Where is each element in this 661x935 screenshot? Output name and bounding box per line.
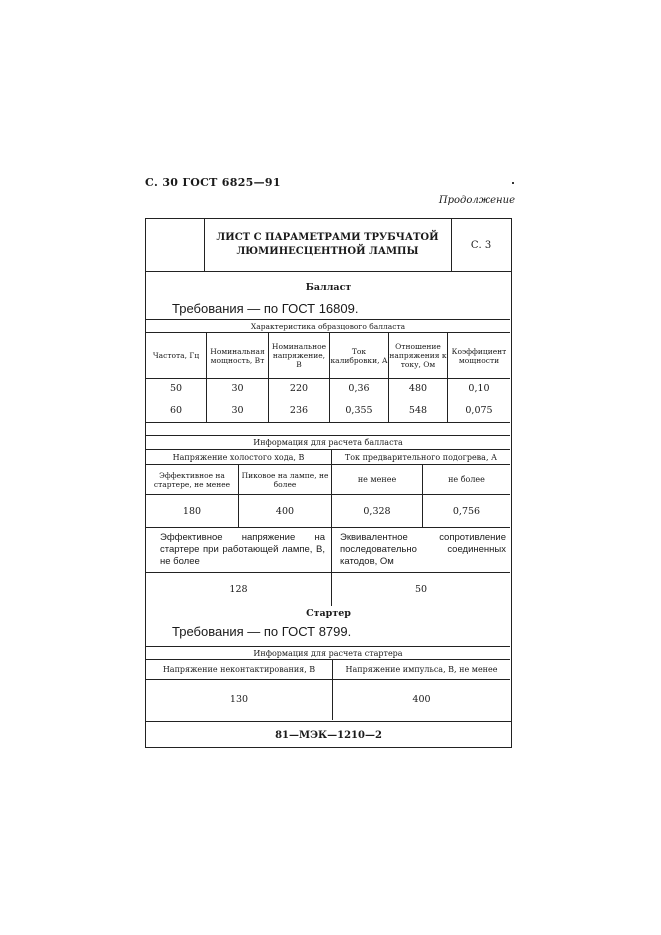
cell: 128 (146, 573, 332, 606)
table-row (146, 379, 510, 399)
ballast-requirement: Требования — по ГОСТ 16809. (172, 301, 359, 316)
column-header: Номинальная мощность, Вт (207, 333, 269, 379)
cell: 400 (333, 680, 511, 720)
starter-table (146, 646, 510, 720)
table-caption: Информация для расчета стартера (146, 647, 510, 660)
column-header: не более (423, 465, 511, 495)
title-line-1: ЛИСТ С ПАРАМЕТРАМИ ТРУБЧАТОЙ (216, 232, 439, 243)
row-label: Эквивалентное сопротивление последовательно соединенных катодов, Ом (332, 528, 511, 573)
speck (512, 182, 514, 184)
document-frame (145, 218, 512, 748)
cell: 480 (389, 379, 448, 399)
column-header: Частота, Гц (146, 333, 207, 379)
title-line-2: ЛЮМИНЕСЦЕНТНОЙ ЛАМПЫ (236, 246, 419, 257)
page-reference: С. 30 ГОСТ 6825—91 (145, 176, 281, 189)
starter-title: Стартер (306, 608, 351, 619)
table-row (146, 573, 510, 606)
cell: 0,10 (448, 379, 511, 399)
cell: 0,355 (330, 399, 389, 423)
group-header: Ток предварительного подогрева, А (332, 450, 511, 465)
cell: 0,328 (332, 495, 423, 528)
title-cell (204, 219, 452, 271)
cell: 236 (269, 399, 330, 423)
cell: 30 (207, 399, 269, 423)
table-row (146, 399, 510, 423)
footer-divider (146, 721, 511, 722)
cell: 50 (332, 573, 511, 606)
column-header: Номинальное напряжение, В (269, 333, 330, 379)
cell: 0,075 (448, 399, 511, 423)
cell: 220 (269, 379, 330, 399)
starter-requirement: Требования — по ГОСТ 8799. (172, 624, 352, 639)
title-block (146, 219, 511, 272)
cell: 180 (146, 495, 239, 528)
table-row (146, 495, 510, 528)
cell: 400 (239, 495, 332, 528)
continuation-label: Продолжение (438, 195, 515, 206)
cell: 50 (146, 379, 207, 399)
column-header: не менее (332, 465, 423, 495)
cell: 0,36 (330, 379, 389, 399)
column-header: Эффективное на стартере, не менее (146, 465, 239, 495)
column-header: Ток калибровки, А (330, 333, 389, 379)
ballast-title: Балласт (305, 282, 352, 293)
cell: 0,756 (423, 495, 511, 528)
cell: 60 (146, 399, 207, 423)
column-header: Пиковое на лампе, не более (239, 465, 332, 495)
cell: 130 (146, 680, 333, 720)
column-header: Отношение напряжения к току, Ом (389, 333, 448, 379)
ballast-calculation-table (146, 435, 510, 606)
reference-ballast-table (146, 319, 510, 423)
cell: 30 (207, 379, 269, 399)
document-footer: 81—МЭК—1210—2 (275, 730, 382, 741)
title-blank-cell (146, 219, 205, 271)
table-row (146, 680, 510, 720)
group-header: Напряжение холостого хода, В (146, 450, 332, 465)
sheet-number: С. 3 (470, 239, 492, 251)
table-caption: Характеристика образцового балласта (146, 320, 510, 333)
column-header: Напряжение импульса, В, не менее (333, 660, 511, 680)
table-caption: Информация для расчета балласта (146, 436, 510, 450)
row-label: Эффективное напряжение на стартере при работающей лампе, В, не более (146, 528, 332, 573)
cell: 548 (389, 399, 448, 423)
column-header: Напряжение неконтактирования, В (146, 660, 333, 680)
column-header: Коэффициент мощности (448, 333, 511, 379)
